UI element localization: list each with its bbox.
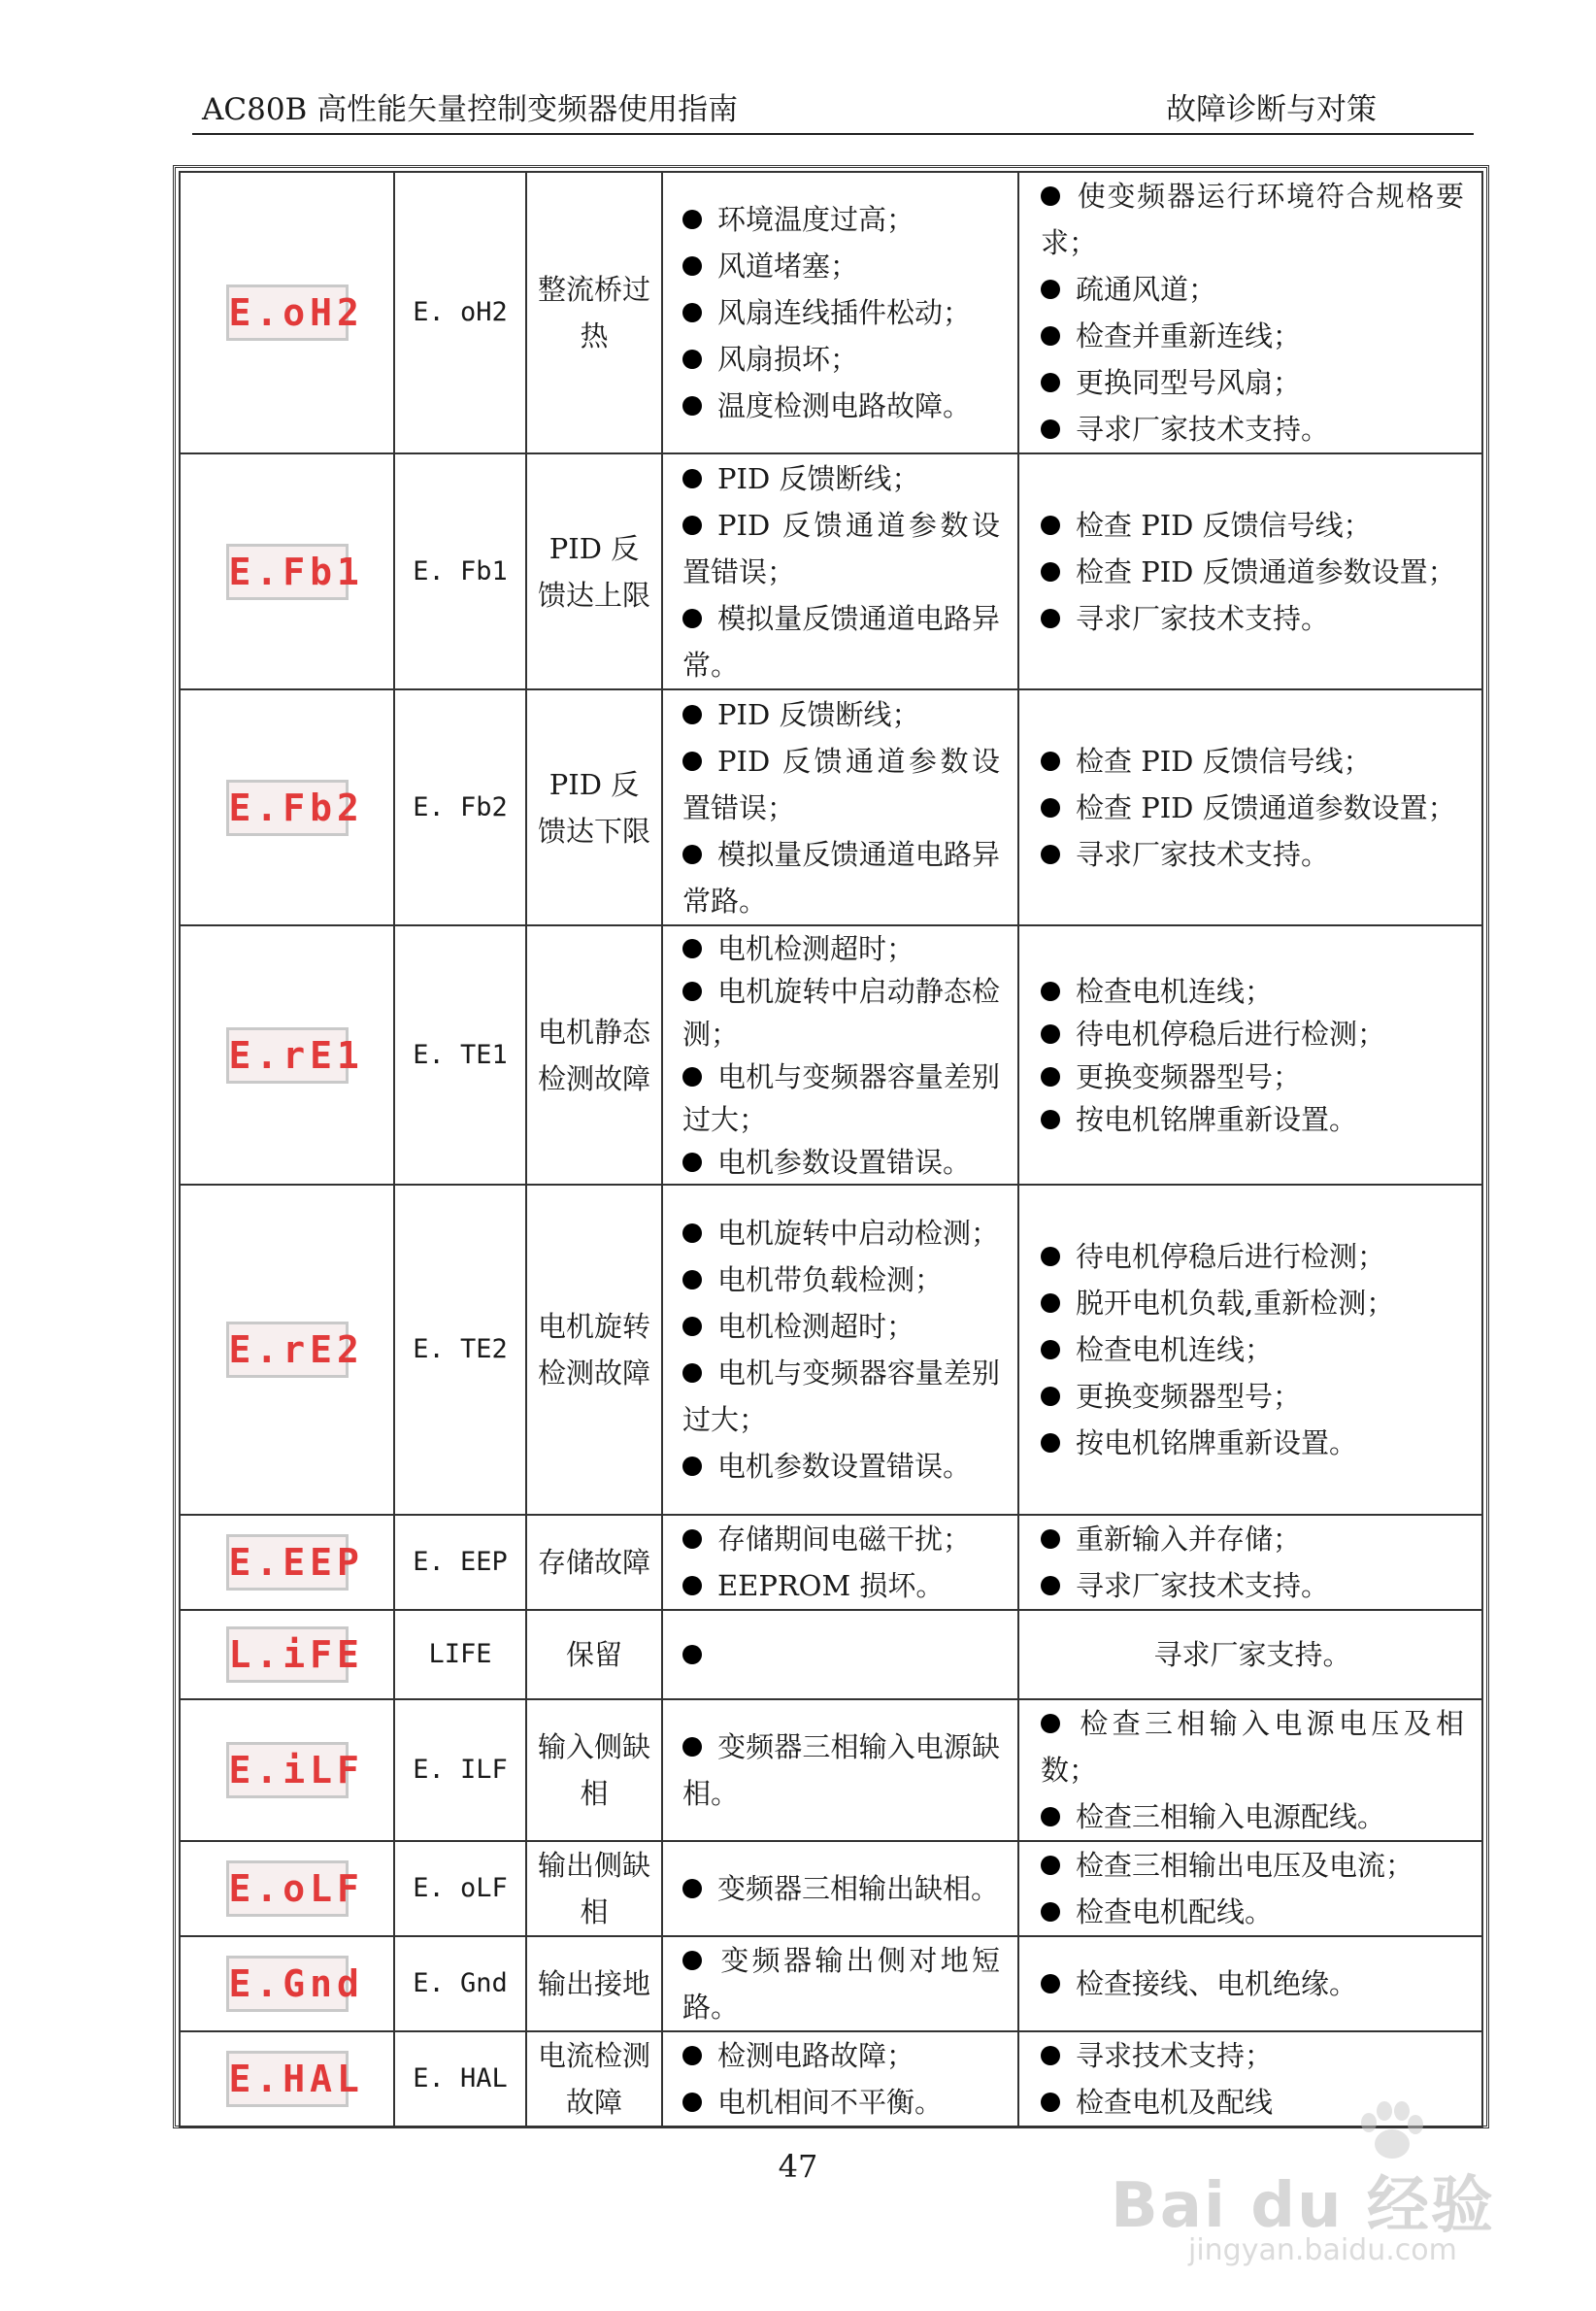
bullet-icon [682,1067,702,1087]
fault-display-image: E.EEP [226,1534,349,1591]
bullet-icon [682,1457,702,1476]
cause-item: 风扇损坏； [682,336,1000,383]
cause-item: 电机旋转中启动静态检测； [682,974,1000,1051]
solution-item: 更换同型号风扇； [1041,359,1464,406]
table-row [180,1515,1482,1610]
bullet-icon [682,1645,702,1664]
fault-causes [662,1515,1018,1610]
fault-causes [662,1841,1018,1936]
bullet-icon [682,1223,702,1243]
solution-item: 检查 PID 反馈信号线； [1041,502,1464,549]
fault-name: 电机静态检测故障 [526,925,662,1185]
bullet-icon [1041,1247,1060,1266]
fault-name: 保留 [526,1610,662,1699]
fault-solutions [1018,1699,1482,1841]
bullet-icon [682,1951,702,1970]
fault-code: E. ILF [394,1699,526,1841]
fault-name: 输入侧缺相 [526,1699,662,1841]
fault-code: E. TE1 [394,925,526,1185]
bullet-icon [1041,373,1060,392]
bullet-icon [1041,1856,1060,1875]
fault-code: E. oLF [394,1841,526,1936]
table-row [180,1936,1482,2031]
cause-item: 电机带负载检测； [682,1256,1000,1303]
solution-item: 寻求厂家技术支持。 [1041,1562,1464,1609]
bullet-icon [1041,280,1060,299]
fault-code: E. Fb2 [394,689,526,925]
bullet-icon [1041,1974,1060,1993]
table-row [180,1185,1482,1515]
cause-item: 电机与变频器容量差别过大； [682,1356,1000,1436]
fault-code: E. EEP [394,1515,526,1610]
fault-causes [662,172,1018,453]
fault-code: LIFE [394,1610,526,1699]
section-title: 故障诊断与对策 [1166,92,1377,127]
watermark-url: jingyan.baidu.com [1188,2233,1457,2267]
fault-code: E. oH2 [394,172,526,453]
fault-display-image: E.Fb2 [226,780,349,836]
fault-causes [662,925,1018,1185]
bullet-icon [1041,1902,1060,1922]
bullet-icon [1041,2093,1060,2112]
bullet-icon [682,2046,702,2065]
cause-item: PID 反馈通道参数设置错误； [682,744,1000,824]
solution-item: 寻求厂家技术支持。 [1041,595,1464,642]
fault-display-image: E.rE1 [226,1027,349,1084]
solution-item: 寻求技术支持； [1041,2032,1464,2079]
cause-item: PID 反馈通道参数设置错误； [682,508,1000,588]
fault-solutions [1018,453,1482,689]
bullet-icon [682,1879,702,1898]
bullet-icon [682,939,702,958]
cause-item: PID 反馈断线； [682,691,1000,738]
bullet-icon [682,469,702,488]
fault-display-image: E.rE2 [226,1322,349,1378]
cause-item: 存储期间电磁干扰； [682,1516,1000,1562]
solution-item: 检查三相输入电源配线。 [1041,1793,1464,1840]
table-row [180,1699,1482,1841]
fault-solutions [1018,925,1482,1185]
fault-display-image: L.iFE [226,1626,349,1683]
bullet-icon [1041,2046,1060,2065]
bullet-icon [1041,419,1060,439]
table-row [180,453,1482,689]
bullet-icon [1041,982,1060,1001]
cause-item: 电机与变频器容量差别过大； [682,1059,1000,1136]
solution-item: 按电机铭牌重新设置。 [1041,1420,1464,1466]
solution-item: 更换变频器型号； [1041,1055,1464,1098]
solution-item: 检查 PID 反馈通道参数设置； [1041,785,1464,831]
bullet-icon [682,396,702,416]
cause-item: EEPROM 损坏。 [682,1562,1000,1609]
bullet-icon [682,210,702,229]
bullet-icon [1041,1293,1060,1313]
fault-causes [662,1936,1018,2031]
fault-causes [662,2031,1018,2127]
solution-item: 检查 PID 反馈通道参数设置； [1041,549,1464,595]
solution-item: 检查电机及配线 [1041,2079,1464,2126]
solution-item: 寻求厂家技术支持。 [1041,406,1464,452]
fault-name: PID 反馈达下限 [526,689,662,925]
bullet-icon [1041,1110,1060,1129]
bullet-icon [682,1270,702,1289]
table-row [180,1841,1482,1936]
fault-solutions [1018,1936,1482,2031]
bullet-icon [682,1737,702,1757]
bullet-icon [682,705,702,724]
solution-item: 检查三相输出电压及电流； [1041,1842,1464,1889]
fault-name: 整流桥过热 [526,172,662,453]
bullet-icon [682,845,702,864]
fault-code: E. TE2 [394,1185,526,1515]
bullet-icon [682,982,702,1001]
fault-solutions [1018,172,1482,453]
cause-item: 变频器三相输入电源缺相。 [682,1730,1000,1810]
bullet-icon [682,609,702,628]
bullet-icon [1041,562,1060,582]
solution-item: 重新输入并存储； [1041,1516,1464,1562]
bullet-icon [682,1153,702,1172]
bullet-icon [1041,798,1060,818]
cause-item: 风道堵塞； [682,243,1000,289]
table-row [180,925,1482,1185]
cause-item: 电机相间不平衡。 [682,2079,1000,2126]
bullet-icon [682,516,702,535]
fault-name: 电机旋转检测故障 [526,1185,662,1515]
bullet-icon [1041,1387,1060,1406]
bullet-icon [682,1363,702,1383]
fault-causes [662,1699,1018,1841]
fault-table [179,171,1483,2127]
fault-solutions [1018,1515,1482,1610]
bullet-icon [1041,1714,1060,1733]
fault-display-image: E.Gnd [226,1956,349,2012]
bullet-icon [1041,752,1060,771]
bullet-icon [1041,1024,1060,1044]
fault-table-frame [173,165,1489,2128]
fault-causes [662,1610,1018,1699]
bullet-icon [682,1576,702,1595]
bullet-icon [682,1317,702,1336]
bullet-icon [682,303,702,322]
table-row [180,172,1482,453]
cause-item: 电机参数设置错误。 [682,1141,1000,1184]
cause-item: 电机旋转中启动检测； [682,1210,1000,1256]
page-number: 47 [778,2148,818,2185]
cause-item: 环境温度过高； [682,196,1000,243]
fault-name: 存储故障 [526,1515,662,1610]
header-divider [192,133,1474,135]
solution-item: 待电机停稳后进行检测； [1041,1233,1464,1280]
solution-item: 检查电机连线； [1041,970,1464,1013]
bullet-icon [682,752,702,771]
bullet-icon [1041,1529,1060,1549]
watermark [1072,2097,1518,2272]
fault-code: E. HAL [394,2031,526,2127]
cause-item: 风扇连线插件松动； [682,289,1000,336]
solution-item: 待电机停稳后进行检测； [1041,1013,1464,1055]
cause-item: 电机参数设置错误。 [682,1443,1000,1490]
cause-item: 检测电路故障； [682,2032,1000,2079]
bullet-icon [1041,1067,1060,1087]
cause-item: 温度检测电路故障。 [682,383,1000,429]
solution-item: 检查电机连线； [1041,1326,1464,1373]
solution-item: 更换变频器型号； [1041,1373,1464,1420]
bullet-icon [1041,609,1060,628]
bullet-icon [682,256,702,276]
fault-display-image: E.oH2 [226,285,349,341]
fault-solutions [1018,1185,1482,1515]
cause-item: 模拟量反馈通道电路异常。 [682,601,1000,682]
solution-item: 使变频器运行环境符合规格要求； [1041,180,1464,259]
bullet-icon [682,2093,702,2112]
fault-display-image: E.Fb1 [226,544,349,600]
solution-item: 寻求厂家技术支持。 [1041,831,1464,878]
fault-code: E. Gnd [394,1936,526,2031]
solution-item: 检查三相输入电源电压及相数； [1041,1707,1464,1787]
fault-causes [662,1185,1018,1515]
bullet-icon [682,1529,702,1549]
bullet-icon [1041,1340,1060,1359]
watermark-logo: Bai du 经验 [1111,2170,1495,2242]
cause-item: 电机检测超时； [682,927,1000,970]
solution-item: 按电机铭牌重新设置。 [1041,1098,1464,1141]
bullet-icon [1041,186,1060,206]
fault-name: 输出接地 [526,1936,662,2031]
page-header [192,85,1474,134]
fault-solutions: 寻求厂家支持。 [1018,1610,1482,1699]
fault-display-image: E.oLF [226,1860,349,1917]
fault-code: E. Fb1 [394,453,526,689]
solution-item: 检查接线、电机绝缘。 [1041,1960,1464,2007]
fault-name: 电流检测故障 [526,2031,662,2127]
solution-item: 疏通风道； [1041,266,1464,313]
cause-item: 变频器输出侧对地短路。 [682,1944,1000,2024]
fault-name: PID 反馈达上限 [526,453,662,689]
cause-item: PID 反馈断线； [682,455,1000,502]
fault-solutions [1018,1841,1482,1936]
cause-item: 电机检测超时； [682,1303,1000,1350]
fault-solutions [1018,689,1482,925]
fault-causes [662,689,1018,925]
solution-item: 脱开电机负载,重新检测； [1041,1280,1464,1326]
fault-causes [662,453,1018,689]
cause-item: 模拟量反馈通道电路异常路。 [682,837,1000,918]
bullet-icon [1041,1433,1060,1453]
fault-display-image: E.iLF [226,1742,349,1798]
fault-display-image: E.HAL [226,2051,349,2107]
table-row [180,1610,1482,1699]
table-row [180,689,1482,925]
document-title: AC80B 高性能矢量控制变频器使用指南 [202,92,739,127]
fault-name: 输出侧缺相 [526,1841,662,1936]
cause-item: 变频器三相输出缺相。 [682,1865,1000,1912]
bullet-icon [1041,845,1060,864]
cause-item [682,1631,1000,1678]
bullet-icon [1041,516,1060,535]
bullet-icon [1041,326,1060,346]
bullet-icon [1041,1807,1060,1826]
solution-item: 检查 PID 反馈信号线； [1041,738,1464,785]
solution-item: 检查并重新连线； [1041,313,1464,359]
solution-item: 检查电机配线。 [1041,1889,1464,1935]
bullet-icon [682,350,702,369]
bullet-icon [1041,1576,1060,1595]
